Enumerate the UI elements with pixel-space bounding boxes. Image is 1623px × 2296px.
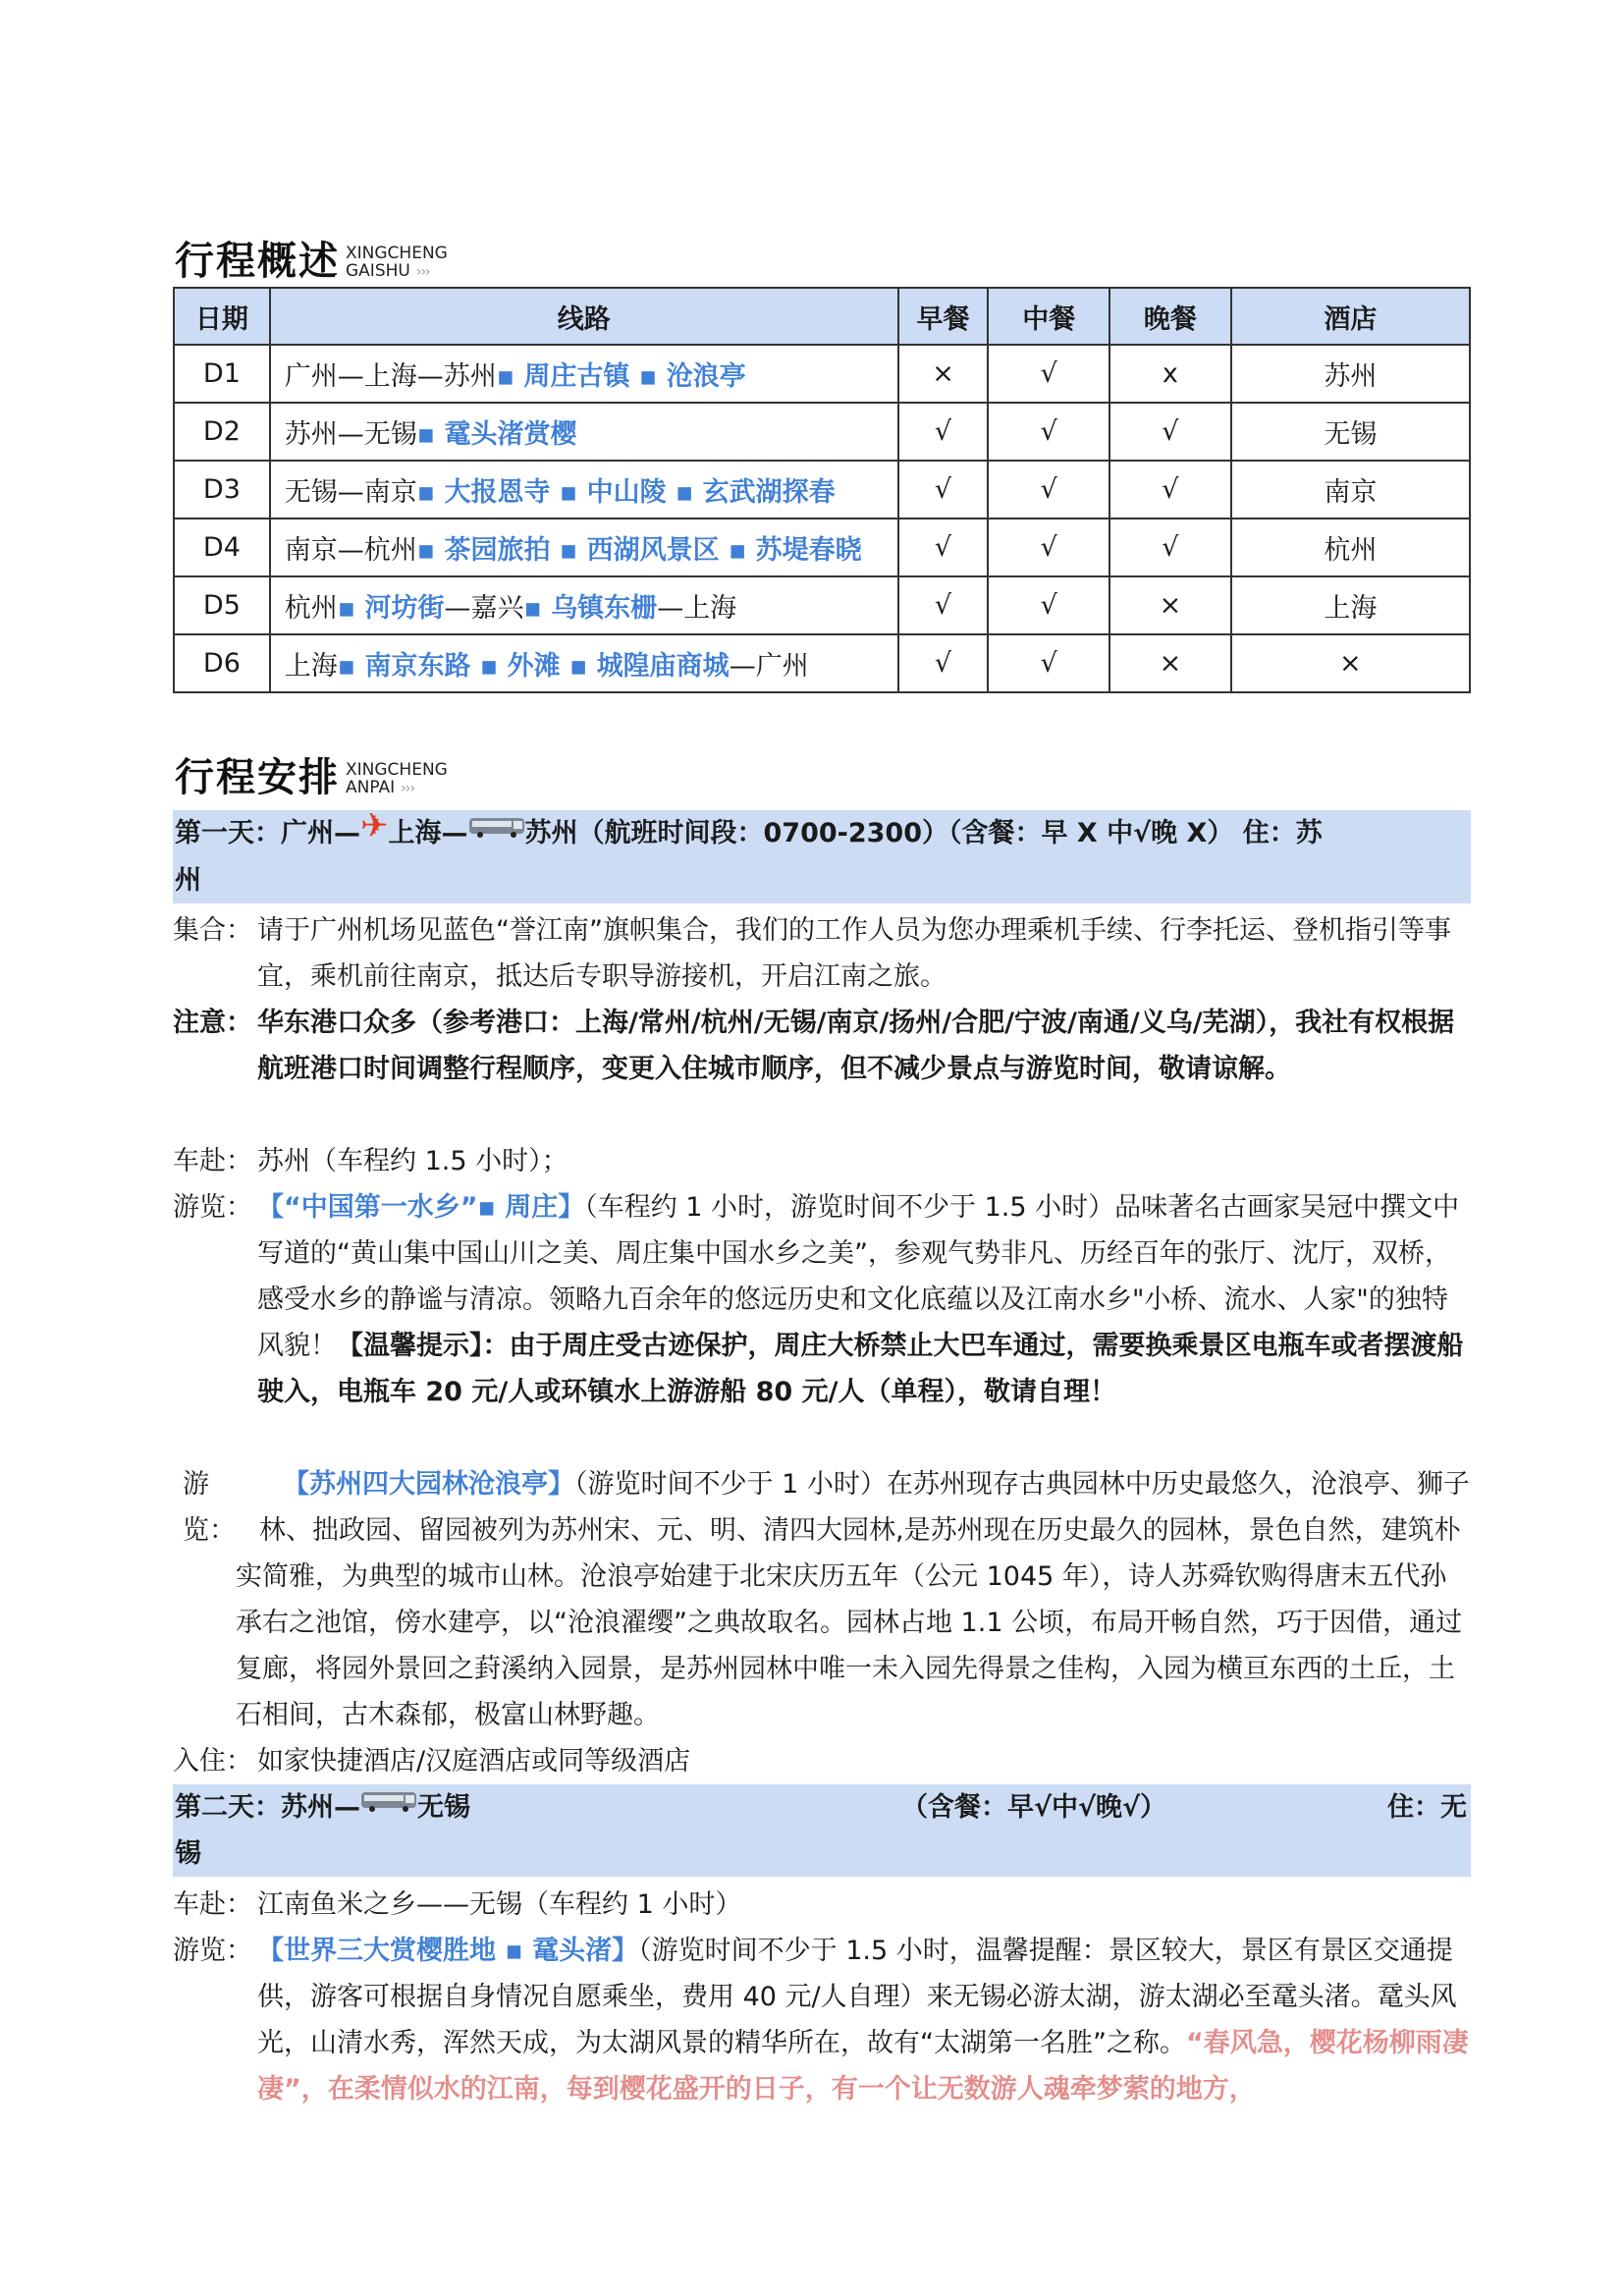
visit-zhouzhuang-paragraph: 游览： 【“中国第一水乡”▪ 周庄】（车程约 1 小时，游览时间不少于 1.5 小时）品味著名古画家吴冠中撰文中写道的“黄山集中国山川之美、周庄集中国水乡之美”，参观气势非凡、历经百年的张厅、沈厅，双桥，感受水乡的静谧与清凉。领略九百余年的悠远历史和文化底蕴以及江南水乡"小桥、流水、人家"的独特风貌！【温馨提示】：由于周庄受古迹保护，周庄大桥禁止大巴车通过，需要换乘景区电瓶车或者摆渡船驶入，电瓶车 20 元/人或环镇水上游游船 80 元/人（单程），敬请自理！ [173, 1192, 1464, 1407]
cell-hotel: 无锡 [1231, 403, 1470, 461]
cell-route: 广州—上海—苏州▪ 周庄古镇 ▪ 沧浪亭 [270, 345, 898, 403]
cell-route: 杭州▪ 河坊街—嘉兴▪ 乌镇东栅—上海 [270, 576, 898, 634]
bus-icon [360, 1790, 417, 1812]
table-row [174, 519, 1470, 576]
cell-lunch: √ [988, 634, 1109, 692]
header-lunch: 中餐 [988, 288, 1109, 345]
cell-day: D2 [174, 403, 270, 461]
cell-route: 南京—杭州▪ 茶园旅拍 ▪ 西湖风景区 ▪ 苏堤春晓 [270, 519, 898, 576]
cell-lunch: √ [988, 519, 1109, 576]
gather-paragraph: 集合： 请于广州机场见蓝色“誉江南”旗帜集合，我们的工作人员为您办理乘机手续、行李托运、登机指引等事宜，乘机前往南京，抵达后专职导游接机，开启江南之旅。 [173, 915, 1451, 992]
cell-breakfast: × [898, 345, 989, 403]
cell-day: D6 [174, 634, 270, 692]
cell-day: D5 [174, 576, 270, 634]
cell-lunch: √ [988, 461, 1109, 519]
cell-day: D3 [174, 461, 270, 519]
cell-dinner: x [1109, 345, 1231, 403]
overview-table [173, 287, 1471, 693]
table-row [174, 634, 1470, 692]
header-breakfast: 早餐 [898, 288, 989, 345]
cell-dinner: × [1109, 576, 1231, 634]
notice-paragraph: 注意： 华东港口众多（参考港口：上海/常州/杭州/无锡/南京/扬州/合肥/宁波/南通/义乌/芜湖），我社有权根据航班港口时间调整行程顺序，变更入住城市顺序，但不减少景点与游览时间，敬请谅解。 [173, 1008, 1455, 1084]
schedule-title-cn: 行程安排 [175, 755, 340, 800]
schedule-title [175, 738, 448, 800]
cell-breakfast: √ [898, 576, 989, 634]
day2-header: 第二天：苏州— 无锡 （含餐：早√中√晚√） 住：无 锡 [173, 1784, 1471, 1877]
header-dinner: 晚餐 [1109, 288, 1231, 345]
day2-visit-paragraph: 游览： 【世界三大赏樱胜地 ▪ 鼋头渚】（游览时间不少于 1.5 小时，温馨提醒：景区较大，景区有景区交通提供，游客可根据自身情况自愿乘坐，费用 40 元/人自理）来无锡必游太湖，游太湖必至鼋头渚。鼋头风光，山清水秀，浑然天成，为太湖风景的精华所在，故有“太湖第一名胜”之称。“春风急，樱花杨柳雨凄凄”，在柔情似水的江南，每到樱花盛开的日子，有一个让无数游人魂牵梦萦的地方， [173, 1936, 1469, 2105]
day1-header: 第一天：广州—✈上海— 苏州（航班时间段：0700-2300）（含餐：早 X 中√晚 X） 住：苏 州 [173, 810, 1471, 903]
cell-lunch: √ [988, 576, 1109, 634]
cell-day: D1 [174, 345, 270, 403]
overview-title-en: XINGCHENG GAISHU ››› [346, 244, 448, 281]
table-row [174, 461, 1470, 519]
cell-hotel: 上海 [1231, 576, 1470, 634]
cell-breakfast: √ [898, 634, 989, 692]
stay-paragraph: 入住： 如家快捷酒店/汉庭酒店或同等级酒店 [173, 1746, 691, 1777]
table-header-row [174, 288, 1470, 345]
visit-canglang-paragraph: 游览： 【苏州四大园林沧浪亭】（游览时间不少于 1 小时）在苏州现存古典园林中历史最悠久，沧浪亭、狮子林、拙政园、留园被列为苏州宋、元、明、清四大园林,是苏州现在历史最久的园林，景色自然，建筑朴实简雅，为典型的城市山林。沧浪亭始建于北宋庆历五年（公元 1045 年），诗人苏舜钦购得唐末五代孙承右之池馆，傍水建亭，以“沧浪濯缨”之典故取名。园林占地 1.1 公顷，布局开畅自然，巧于因借，通过复廊，将园外景回之葑溪纳入园景，是苏州园林中唯一未入园先得景之佳构，入园为横亘东西的土丘，土石相间，古木森郁，极富山林野趣。 [183, 1469, 1470, 1730]
arrows-icon: ››› [401, 781, 414, 796]
cell-dinner: × [1109, 634, 1231, 692]
cell-hotel: 苏州 [1231, 345, 1470, 403]
cell-breakfast: √ [898, 461, 989, 519]
arrows-icon: ››› [415, 264, 430, 280]
bus-icon [468, 816, 525, 838]
cell-route: 上海▪ 南京东路 ▪ 外滩 ▪ 城隍庙商城—广州 [270, 634, 898, 692]
day2-drive-paragraph: 车赴： 江南鱼米之乡——无锡（车程约 1 小时） [173, 1889, 742, 1920]
drive-paragraph: 车赴： 苏州（车程约 1.5 小时）； [173, 1146, 568, 1176]
table-row [174, 345, 1470, 403]
overview-title-cn: 行程概述 [175, 239, 340, 284]
plane-icon: ✈ [360, 806, 389, 846]
cell-lunch: √ [988, 403, 1109, 461]
cell-breakfast: √ [898, 519, 989, 576]
schedule-title-en: XINGCHENG ANPAI ››› [346, 760, 448, 797]
header-date: 日期 [174, 288, 270, 345]
table-row [174, 403, 1470, 461]
cell-route: 苏州—无锡▪ 鼋头渚赏樱 [270, 403, 898, 461]
cell-day: D4 [174, 519, 270, 576]
cell-dinner: √ [1109, 461, 1231, 519]
cell-dinner: √ [1109, 519, 1231, 576]
cell-dinner: √ [1109, 403, 1231, 461]
cell-hotel: 杭州 [1231, 519, 1470, 576]
overview-title [175, 222, 448, 284]
cell-hotel: 南京 [1231, 461, 1470, 519]
header-route: 线路 [270, 288, 898, 345]
cell-route: 无锡—南京▪ 大报恩寺 ▪ 中山陵 ▪ 玄武湖探春 [270, 461, 898, 519]
cell-lunch: √ [988, 345, 1109, 403]
cell-breakfast: √ [898, 403, 989, 461]
header-hotel: 酒店 [1231, 288, 1470, 345]
table-row [174, 576, 1470, 634]
cell-hotel: × [1231, 634, 1470, 692]
